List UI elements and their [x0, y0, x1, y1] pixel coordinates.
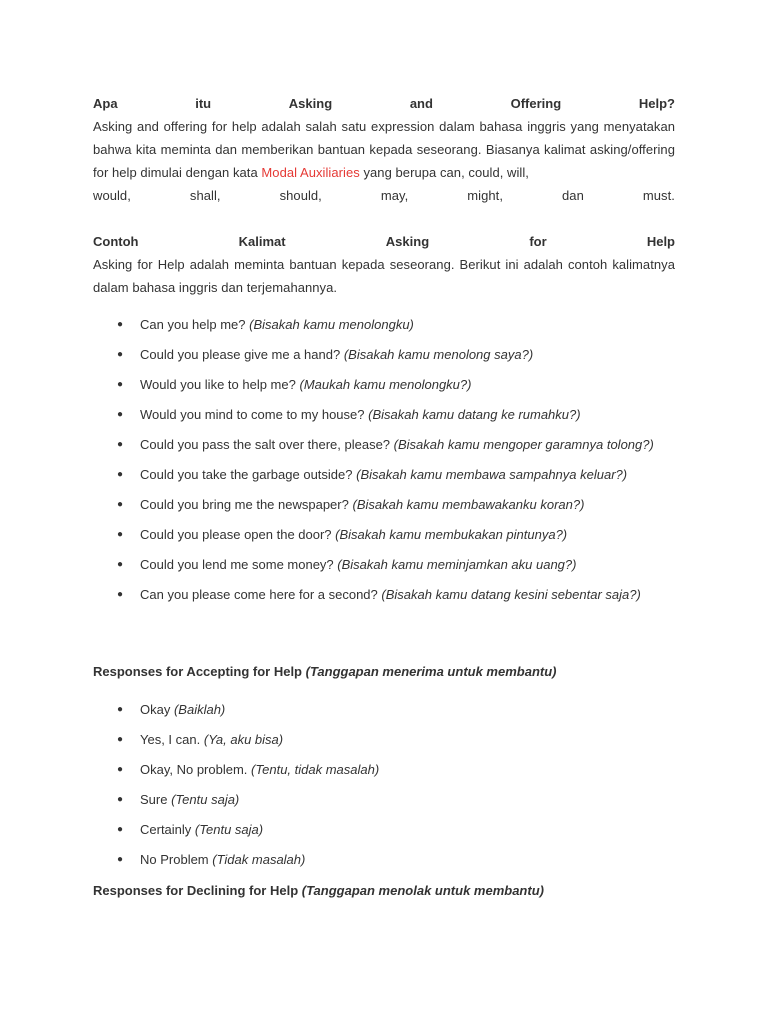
list-item: ● Yes, I can. (Ya, aku bisa): [93, 728, 675, 751]
heading-word: for: [529, 234, 547, 249]
asking-list: [93, 313, 675, 606]
bullet: ●: [117, 319, 124, 330]
asking-paragraph: Asking for Help adalah meminta bantuan kepada seseorang. Berikut ini adalah contoh kalimatnya dalam bahasa inggris dan terjemahannya.: [93, 257, 675, 295]
heading-word: Help: [646, 234, 675, 249]
word: might,: [467, 188, 503, 203]
list-item: ● Okay (Baiklah): [93, 698, 675, 721]
bullet: ●: [117, 764, 124, 775]
intro-paragraph: [93, 115, 675, 207]
list-item: ● Could you please open the door? (Bisakah kamu membukakan pintunya?): [93, 523, 675, 546]
bullet: ●: [117, 794, 124, 805]
bullet: ●: [117, 349, 124, 360]
modal-auxiliaries-link[interactable]: Modal Auxiliaries: [261, 165, 360, 180]
word: should,: [279, 188, 322, 203]
list-item: ● Sure (Tentu saja): [93, 788, 675, 811]
bullet: ●: [117, 824, 124, 835]
list-item: ● Could you bring me the newspaper? (Bisakah kamu membawakanku koran?): [93, 493, 675, 516]
bullet: ●: [117, 854, 124, 865]
bullet: ●: [117, 529, 124, 540]
list-item: ● Could you lend me some money? (Bisakah kamu meminjamkan aku uang?): [93, 553, 675, 576]
heading-word: Help?: [638, 96, 675, 111]
heading-asking-offering: [93, 92, 675, 115]
document-page: [93, 92, 675, 902]
bullet: ●: [117, 439, 124, 450]
bullet: ●: [117, 499, 124, 510]
heading-declining: Responses for Declining for Help (Tanggapan menolak untuk membantu): [93, 883, 544, 898]
heading-word: Asking: [385, 234, 430, 249]
bullet: ●: [117, 469, 124, 480]
list-item: ● Can you help me? (Bisakah kamu menolongku): [93, 313, 675, 336]
heading-word: Contoh: [93, 234, 139, 249]
heading-word: and: [409, 96, 433, 111]
heading-word: Apa: [93, 96, 118, 111]
list-item: ● Would you like to help me? (Maukah kamu menolongku?): [93, 373, 675, 396]
list-item: ● Okay, No problem. (Tentu, tidak masalah): [93, 758, 675, 781]
word: shall,: [189, 188, 221, 203]
list-item: ● Can you please come here for a second? (Bisakah kamu datang kesini sebentar saja?): [93, 583, 675, 606]
accepting-list: [93, 698, 675, 871]
list-item: ● Could you take the garbage outside? (Bisakah kamu membawa sampahnya keluar?): [93, 463, 675, 486]
heading-word: Offering: [510, 96, 562, 111]
bullet: ●: [117, 379, 124, 390]
heading-contoh-kalimat: [93, 230, 675, 253]
word: may,: [380, 188, 409, 203]
intro-last-line: [93, 184, 675, 207]
bullet: ●: [117, 734, 124, 745]
word: would,: [93, 188, 131, 203]
list-item: ● Certainly (Tentu saja): [93, 818, 675, 841]
bullet: ●: [117, 409, 124, 420]
list-item: ● Would you mind to come to my house? (Bisakah kamu datang ke rumahku?): [93, 403, 675, 426]
heading-accepting: Responses for Accepting for Help (Tanggapan menerima untuk membantu): [93, 664, 557, 679]
intro-text: Asking and offering for help adalah salah satu expression dalam bahasa inggris yang menyatakan bahwa kita meminta dan memberikan bantuan kepada seseorang. Biasanya kalimat asking/offering for help dimulai dengan kata: [93, 119, 675, 180]
bullet: ●: [117, 589, 124, 600]
list-item: ● No Problem (Tidak masalah): [93, 848, 675, 871]
intro-text-cont: yang berupa can, could, will,: [359, 165, 529, 180]
word: dan: [562, 188, 584, 203]
word: must.: [642, 188, 675, 203]
list-item: ● Could you please give me a hand? (Bisakah kamu menolong saya?): [93, 343, 675, 366]
bullet: ●: [117, 704, 124, 715]
heading-word: Kalimat: [238, 234, 286, 249]
heading-word: Asking: [288, 96, 333, 111]
heading-word: itu: [195, 96, 212, 111]
list-item: ● Could you pass the salt over there, please? (Bisakah kamu mengoper garamnya tolong?): [93, 433, 675, 456]
bullet: ●: [117, 559, 124, 570]
